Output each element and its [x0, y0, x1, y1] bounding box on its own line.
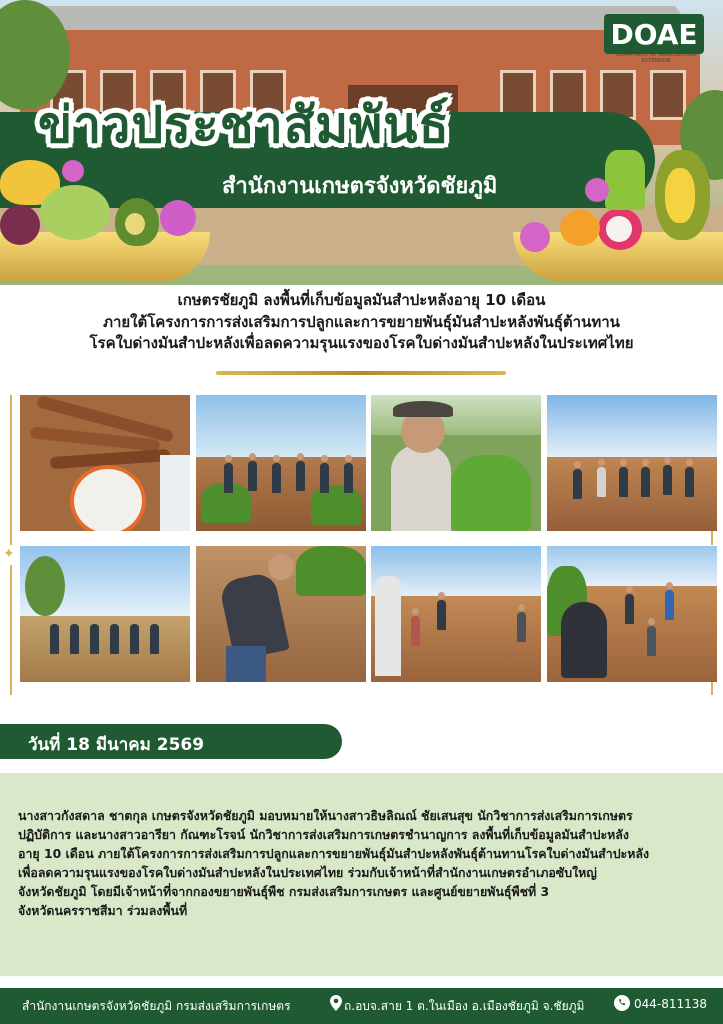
body-line: เพื่อลดความรุนแรงของโรคใบด่างมันสำปะหลังในประเทศไทย ร่วมกับเจ้าหน้าที่สำนักงานเกษตรอำเภอซับใหญ่	[18, 865, 597, 880]
pomelo-illustration	[40, 185, 110, 240]
field-soil	[20, 616, 190, 682]
person	[411, 616, 420, 646]
sack	[160, 455, 190, 531]
sparkle-icon: ✦	[3, 546, 15, 562]
person	[597, 467, 606, 497]
doae-logo	[604, 14, 704, 54]
footer-organization: สำนักงานเกษตรจังหวัดชัยภูมิ กรมส่งเสริมการเกษตร	[22, 999, 291, 1013]
person	[573, 469, 582, 499]
cassava-plant	[311, 485, 361, 525]
photo-team-field-2	[547, 395, 717, 531]
person	[641, 467, 650, 497]
photo-team-harvest	[371, 546, 541, 682]
headline-line: โรคใบด่างมันสำปะหลังเพื่อลดความรุนแรงของโรคใบด่างมันสำปะหลังในประเทศไทย	[89, 334, 634, 352]
person	[561, 602, 607, 678]
vegetable-illustration	[605, 150, 645, 210]
person	[320, 463, 329, 493]
person	[647, 626, 656, 656]
sky	[196, 395, 366, 457]
body-line: ปฏิบัติการ และนางสาวอารียา กัณฑะโรจน์ นักวิชาการส่งเสริมการเกษตรชำนาญการ ลงพื้นที่เก็บข้อมูลมันสำปะหลัง	[18, 827, 629, 842]
header-banner	[0, 0, 723, 285]
person	[70, 624, 79, 654]
person	[344, 463, 353, 493]
logo-text: DOAE	[610, 18, 698, 51]
officer	[391, 445, 451, 531]
person	[224, 463, 233, 493]
person	[685, 467, 694, 497]
durian-flesh	[665, 168, 695, 223]
lotus-flower-illustration	[160, 200, 196, 236]
person	[272, 463, 281, 493]
map-pin-icon	[330, 995, 342, 1011]
lotus-flower-illustration	[520, 222, 550, 252]
avocado-flesh	[125, 213, 145, 235]
page-title: ข่าวประชาสัมพันธ์	[38, 96, 450, 154]
person	[90, 624, 99, 654]
body-line: จังหวัดชัยภูมิ โดยมีเจ้าหน้าที่จากกองขยายพันธุ์พืช กรมส่งเสริมการเกษตร และศูนย์ขยายพันธุ์พืชที่ 3	[18, 884, 550, 899]
dragon-fruit-flesh	[606, 216, 632, 242]
person	[665, 590, 674, 620]
cassava-plant	[451, 455, 531, 531]
photo-team-field-1	[196, 395, 366, 531]
photo-officer-digging	[196, 546, 366, 682]
photo-group-wide	[20, 546, 190, 682]
person	[130, 624, 139, 654]
news-headline	[20, 290, 703, 355]
person	[248, 461, 257, 491]
cassava-plant	[296, 546, 366, 596]
person	[50, 624, 59, 654]
phone-icon	[614, 995, 630, 1011]
building-window	[650, 70, 686, 120]
person	[110, 624, 119, 654]
person	[663, 465, 672, 495]
body-line: อายุ 10 เดือน ภายใต้โครงการการส่งเสริมการปลูกและการขยายพันธุ์มันสำปะหลังพันธุ์ต้านทานโรคใบด่างมันสำปะหลัง	[18, 846, 650, 861]
photo-cassava-weighing	[20, 395, 190, 531]
decorative-line	[10, 395, 12, 545]
logo-caption: DEPARTMENT OF AGRICULTURAL EXTENSION	[615, 52, 697, 64]
sky	[547, 395, 717, 457]
page-subtitle: สำนักงานเกษตรจังหวัดชัยภูมิ	[222, 174, 498, 199]
person	[517, 612, 526, 642]
body-line: จังหวัดนครราชสีมา ร่วมลงพื้นที่	[18, 903, 188, 918]
officer-jeans	[226, 646, 266, 682]
weighing-scale	[70, 465, 146, 531]
lotus-flower-illustration	[62, 160, 84, 182]
divider-line	[216, 371, 506, 375]
publish-date: วันที่ 18 มีนาคม 2569	[28, 735, 205, 755]
person	[150, 624, 159, 654]
mango-illustration	[560, 210, 600, 246]
officer-face	[268, 554, 294, 580]
footer-phone: 044-811138	[634, 997, 708, 1011]
body-line: นางสาวกังสดาล ชาตกุล เกษตรจังหวัดชัยภูมิ มอบหมายให้นางสาวธิษลิณณ์ ชัยเสนสุข นักวิชาการส่งเสริมการเกษตร	[18, 808, 633, 823]
person	[625, 594, 634, 624]
building-roof	[25, 6, 695, 32]
lotus-flower-illustration	[585, 178, 609, 202]
tree	[25, 556, 65, 616]
headline-line: เกษตรชัยภูมิ ลงพื้นที่เก็บข้อมูลมันสำปะหลังอายุ 10 เดือน	[177, 291, 546, 309]
footer-address: ถ.อบจ.สาย 1 ต.ในเมือง อ.เมืองชัยภูมิ จ.ชัยภูมิ	[344, 999, 585, 1013]
passion-fruit-illustration	[0, 205, 40, 245]
news-body	[18, 806, 708, 920]
person	[437, 600, 446, 630]
person	[619, 467, 628, 497]
photo-officer-with-cassava	[371, 395, 541, 531]
person	[296, 461, 305, 491]
person	[375, 576, 401, 676]
decorative-line	[10, 565, 12, 695]
photo-team-digging	[547, 546, 717, 682]
headline-line: ภายใต้โครงการการส่งเสริมการปลูกและการขยายพันธุ์มันสำปะหลังพันธุ์ต้านทาน	[103, 312, 620, 331]
officer-hat	[393, 401, 453, 417]
